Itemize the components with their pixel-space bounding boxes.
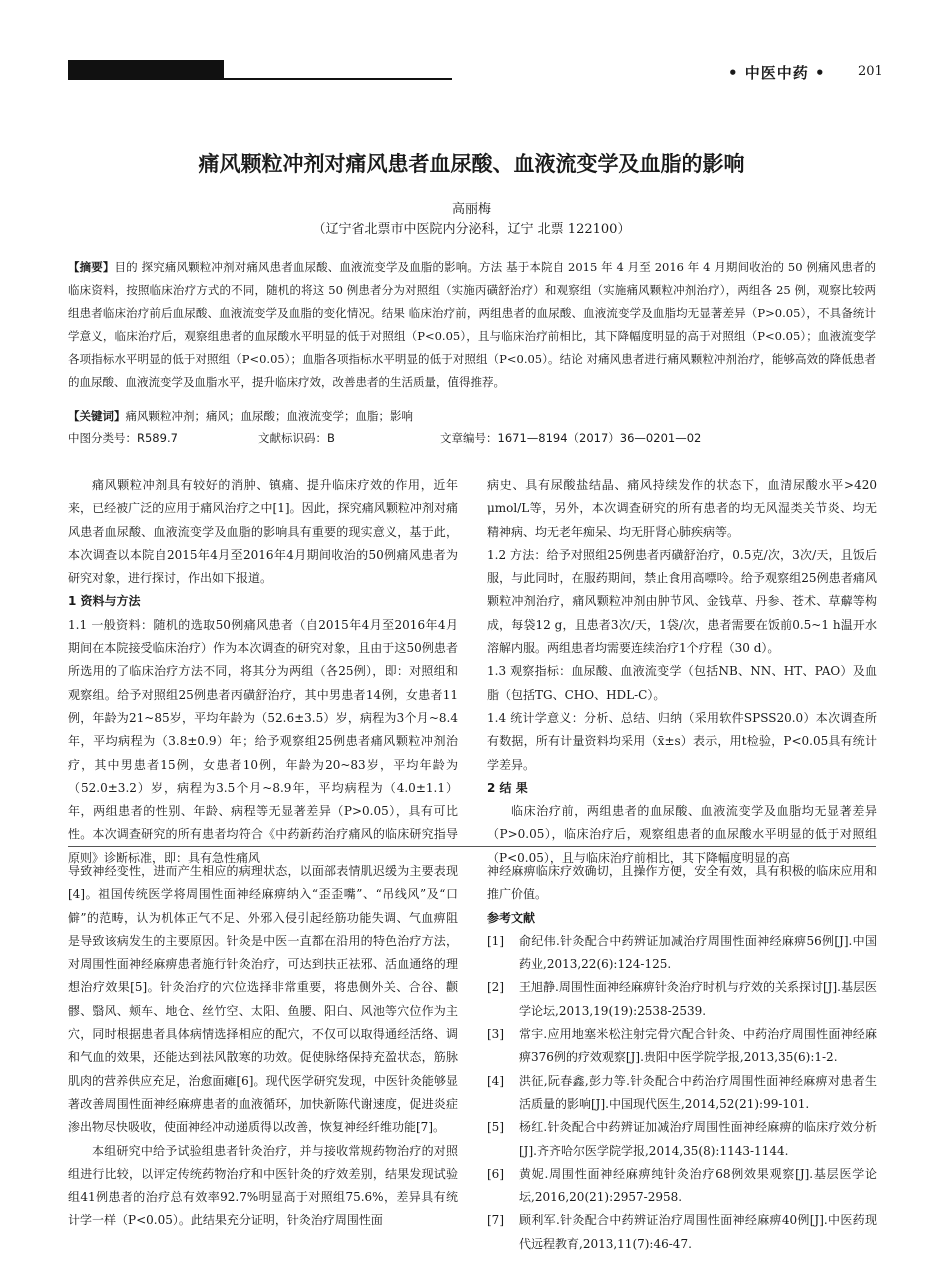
article-divider bbox=[68, 846, 876, 847]
header-decorative-bar bbox=[68, 60, 224, 80]
reference-item bbox=[487, 1163, 877, 1210]
author-name: 高丽梅 bbox=[451, 202, 491, 217]
reference-text: 顾利军.针灸配合中药辨证治疗周围性面神经麻痹40例[J].中医药现代远程教育,2013,11(7):46-47. bbox=[519, 1213, 877, 1251]
reference-item bbox=[487, 1023, 877, 1070]
body-right-column bbox=[487, 474, 877, 870]
prev-article-right-column bbox=[487, 860, 877, 1256]
methods-paragraph: 1.2 方法：给予对照组25例患者丙磺舒治疗，0.5克/次，3次/天，且饭后服，与此同时，在服药期间，禁止食用高嘌呤。给予观察组25例患者痛风颗粒冲剂治疗，痛风颗粒冲剂由肿节风、金钱草、丹参、苍术、草薢等构成，每袋12 g，且患者3次/天，1袋/次，患者需要在饭前0.5~1 h温开水溶解内服。两组患者均需要连续治疗1个疗程（30 d）。 bbox=[487, 547, 877, 656]
references-title: 参考文献 bbox=[487, 910, 536, 925]
criteria-paragraph: 病史、具有尿酸盐结晶、痛风持续发作的状态下，血清尿酸水平>420 μmol/L等，另外，本次调查研究的所有患者的均无风湿类关节炎、均无精神病、均无老年痴呆、均无肝肾心肺疾病等。 bbox=[487, 478, 877, 539]
reference-number: [6] bbox=[487, 1166, 504, 1181]
reference-item bbox=[487, 976, 877, 1023]
reference-number: [4] bbox=[487, 1073, 504, 1088]
intro-paragraph: 痛风颗粒冲剂具有较好的消肿、镇痛、提升临床疗效的作用，近年来，已经被广泛的应用于痛风治疗之中[1]。因此，探究痛风颗粒冲剂对痛风患者血尿酸、血液流变学及血脂的影响具有重要的现实意义，基于此，本次调查以本院自2015年4月至2016年4月期间收治的50例痛风患者为研究对象，进行探讨，作出如下报道。 bbox=[68, 478, 458, 586]
reference-list bbox=[487, 930, 877, 1256]
reference-text: 俞纪伟.针灸配合中药辨证加减治疗周围性面神经麻痹56例[J].中国药业,2013,22(6):124-125. bbox=[519, 933, 877, 972]
closing-paragraph: 神经麻痹临床疗效确切，且操作方便，安全有效，具有积极的临床应用和推广价值。 bbox=[487, 864, 877, 902]
reference-number: [7] bbox=[487, 1213, 504, 1228]
reference-item bbox=[487, 930, 877, 977]
prev-article-left-column bbox=[68, 860, 458, 1233]
reference-item bbox=[487, 1209, 877, 1256]
reference-item bbox=[487, 1116, 877, 1163]
reference-number: [2] bbox=[487, 980, 504, 995]
general-data-paragraph: 1.1 一般资料：随机的选取50例痛风患者（自2015年4月至2016年4月期间在本院接受临床治疗）作为本次调查的研究对象，且由于这50例患者所选用的了临床治疗方法不同，将其分为两组（各25例），即：对照组和观察组。给予对照组25例患者丙磺舒治疗，其中男患者14例，女患者11例，年龄为21~85岁，平均年龄为（52.6±3.5）岁，病程为3个月~8.4年，平均病程为（3.8±0.9）年；给予观察组25例患者痛风颗粒冲剂治疗，其中男患者15例，女患者10例，年龄为20~83岁，平均年龄为（52.0±3.2）岁，病程为3.5个月~8.9年，平均病程为（4.0±1.1）年，两组患者的性别、年龄、病程等无显著差异（P>0.05），具有可比性。本次调查研究的所有患者均符合《中药新药治疗痛风的临床研究指导原则》诊断标准，即：具有急性痛风 bbox=[68, 617, 458, 865]
reference-number: [5] bbox=[487, 1120, 504, 1135]
indicators-paragraph: 1.3 观察指标：血尿酸、血液流变学（包括NB、NN、HT、PAO）及血脂（包括TG、CHO、HDL-C）。 bbox=[487, 664, 877, 702]
paper-title: 痛风颗粒冲剂对痛风患者血尿酸、血液流变学及血脂的影响 bbox=[198, 152, 745, 176]
reference-number: [3] bbox=[487, 1027, 504, 1042]
reference-item bbox=[487, 1070, 877, 1117]
reference-text: 黄妮.周围性面神经麻痹纯针灸治疗68例效果观察[J].基层医学论坛,2016,20(21):2957-2958. bbox=[519, 1166, 877, 1205]
reference-number: [1] bbox=[487, 933, 504, 948]
header-rule bbox=[224, 78, 452, 80]
article-number: 文章编号：1671—8194（2017）36—0201—02 bbox=[440, 431, 702, 445]
discussion-paragraph: 导致神经变性，进而产生相应的病理状态，以面部表情肌迟缓为主要表现[4]。祖国传统医学将周围性面神经麻痹纳入“歪歪嘴”、“吊线风”及“口僻”的范畴，认为机体正气不足、外邪入侵引起经筋功能失调、气血痹阻是导致该病发生的主要原因。针灸是中医一直都在沿用的特色治疗方法，对周围性面神经麻痹患者施行针灸治疗，可达到扶正祛邪、活血通络的理想治疗效果[5]。针灸治疗的穴位选择非常重要，将患侧外关、合谷、颧髎、翳风、颊车、地仓、丝竹空、太阳、鱼腰、阳白、风池等穴位作为主穴，同时根据患者具体病情选择相应的配穴，不仅可以取得通经活络、调和气血的效果，还能达到祛风散寒的功效。促使脉络保持充盈状态，筋脉肌肉的营养供应充足，治愈面瘫[6]。现代医学研究发现，中医针灸能够显著改善周围性面神经麻痹患者的血液循环，加快新陈代谢速度，促进炎症渗出物尽快吸收，使面神经冲动递质得以改善，恢复神经纤维功能[7]。 bbox=[68, 864, 458, 1135]
reference-text: 常宇.应用地塞米松注射完骨穴配合针灸、中药治疗周围性面神经麻痹376例的疗效观察[J].贵阳中医学院学报,2013,35(6):1-2. bbox=[519, 1027, 877, 1065]
section-heading-results: 2 结 果 bbox=[487, 780, 528, 795]
page-number: 201 bbox=[858, 64, 883, 79]
section-heading-methods: 1 资料与方法 bbox=[68, 594, 141, 609]
body-left-column bbox=[68, 474, 458, 870]
keywords-label: 【关键词】 bbox=[68, 409, 126, 423]
reference-text: 王旭静.周围性面神经麻痹针灸治疗时机与疗效的关系探讨[J].基层医学论坛,2013,19(19):2538-2539. bbox=[519, 980, 877, 1018]
abstract-label: 【摘要】 bbox=[68, 260, 115, 274]
keywords-text: 痛风颗粒冲剂；痛风；血尿酸；血液流变学；血脂；影响 bbox=[125, 409, 413, 423]
class-number: 中图分类号：R589.7 bbox=[68, 431, 178, 445]
keywords bbox=[68, 406, 876, 426]
document-code: 文献标识码：B bbox=[258, 431, 335, 445]
abstract bbox=[68, 256, 876, 394]
reference-text: 杨红.针灸配合中药辨证加减治疗周围性面神经麻痹的临床疗效分析[J].齐齐哈尔医学院学报,2014,35(8):1143-1144. bbox=[519, 1120, 877, 1158]
author-affiliation: （辽宁省北票市中医院内分泌科，辽宁 北票 122100） bbox=[312, 222, 631, 237]
conclusion-paragraph: 本组研究中给予试验组患者针灸治疗，并与接收常规药物治疗的对照组进行比较，以评定传统药物治疗和中医针灸的疗效差别，结果发现试验组41例患者的治疗总有效率92.7%明显高于对照组75.6%，差异具有统计学一样（P<0.05）。此结果充分证明，针灸治疗周围性面 bbox=[68, 1143, 458, 1228]
journal-section-label: • 中医中药 • bbox=[728, 64, 826, 82]
abstract-text: 目的 探究痛风颗粒冲剂对痛风患者血尿酸、血液流变学及血脂的影响。方法 基于本院自 2015 年 4 月至 2016 年 4 月期间收治的 50 例痛风患者的临床资料，按照临床治疗方式的不同，随机的将这 50 例患者分为对照组（实施丙磺舒治疗）和观察组（实施痛风颗粒冲剂治疗），两组各 25 例，观察比较两组患者临床治疗前后血尿酸、血液流变学及血脂的变化情况。结果 临床治疗前，两组患者的血尿酸、血液流变学及血脂均无显著差异（P>0.05），不具备统计学意义，临床治疗后，观察组患者的血尿酸水平明显的低于对照组（P<0.05），且与临床治疗前相比，其下降幅度明显的高于对照组（P<0.05）；血液流变学各项指标水平明显的低于对照组（P<0.05）；血脂各项指标水平明显的低于对照组（P<0.05）。结论 对痛风患者进行痛风颗粒冲剂治疗，能够高效的降低患者的血尿酸、血液流变学及血脂水平，提升临床疗效，改善患者的生活质量，值得推荐。 bbox=[68, 260, 876, 389]
statistics-paragraph: 1.4 统计学意义：分析、总结、归纳（采用软件SPSS20.0）本次调查所有数据，所有计量资料均采用（x̄±s）表示，用t检验，P<0.05具有统计学差异。 bbox=[487, 710, 877, 772]
results-paragraph: 临床治疗前，两组患者的血尿酸、血液流变学及血脂均无显著差异（P>0.05），临床治疗后，观察组患者的血尿酸水平明显的低于对照组（P<0.05），且与临床治疗前相比，其下降幅度明显的高 bbox=[487, 804, 877, 865]
reference-text: 洪征,阮春鑫,彭力等.针灸配合中药治疗周围性面神经麻痹对患者生活质量的影响[J].中国现代医生,2014,52(21):99-101. bbox=[519, 1073, 877, 1111]
